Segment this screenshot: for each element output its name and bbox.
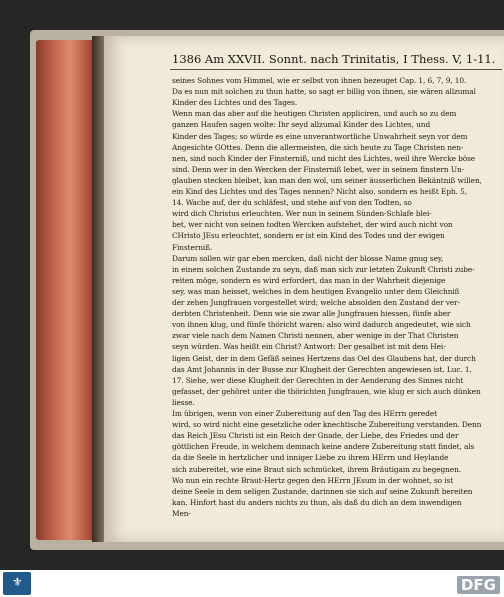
text-line: da die Seele in hertzlicher und inniger Liebe zu ihrem HErrn und Heylande <box>172 453 449 463</box>
text-line: Wo nun ein rechte Braut-Hertz gegen den HErrn JEsum in der wohnet, so ist <box>172 475 454 485</box>
text-line: das Amt Johannis in der Busse zur Klugheit der Gerechten angewiesen ist. Luc. 1, <box>172 364 472 374</box>
text-line: sey, was man heisset, welches in dem heutigen Evangelio unter dem Gleichniß <box>172 286 460 296</box>
text-line: sich zubereitet, wie eine Braut sich schmücket, ihrem Bräutigam zu begegnen. <box>172 464 461 474</box>
header-rule <box>170 69 502 70</box>
text-line: Kinder des Lichtes und des Tages. <box>172 98 298 108</box>
text-line: Darum sollen wir gar eben mercken, daß nicht der blosse Name gnug sey, <box>172 253 444 263</box>
page-header: 1386 Am XXVII. Sonnt. nach Trinitatis, I Thess. V, 1-11. <box>172 52 496 66</box>
text-line: von ihnen klug, und fünfe thöricht waren: also wird dadurch angedeutet, wie sich <box>172 320 471 330</box>
text-line: sind. Denn wer in den Wercken der Finsterniß lebet, wer in seinem finstern Un- <box>172 164 465 174</box>
text-line: Wenn man das aber auf die heutigen Christen appliciren, und auch so zu dem <box>172 109 457 119</box>
text-line: bet, wer nicht von seinen todten Wercken aufstehet, der wird auch nicht von <box>172 220 453 230</box>
text-line: liesse. <box>172 397 195 407</box>
text-line: Da es nun mit solchen zu thun hatte, so sagt er billig von ihnen, sie wären allzumal <box>172 87 476 97</box>
text-line: nen, sind noch Kinder der Finsterniß, und nicht des Lichtes, weil ihre Wercke böse <box>172 153 476 163</box>
text-line: ein Kind des Lichtes und des Tages nennen? Nicht also, sondern es heißt Eph. 5, <box>172 187 467 196</box>
text-line: wird dich Christus erleuchten. Wer nun in seinem Sünden-Schlafe blei- <box>172 209 432 219</box>
text-line: göttlichen Freude, in welchem demnach keine andere Zubereitung statt findet, als <box>172 442 475 452</box>
text-line: glauben stecken bleibet, kan man den wol, um seiner äusserlichen Bekäntniß willen, <box>172 175 482 185</box>
text-line: in einem solchen Zustande zu seyn, daß man sich zur letzten Zukunft Christi zube- <box>172 264 475 274</box>
text-line: das Reich JEsu Christi ist ein Reich der Gnade, der Liebe, des Friedes und der <box>172 431 459 441</box>
text-line: ligen Geist, der in dem Gefäß seines Hertzens das Oel des Glaubens hat, der durch <box>172 353 476 363</box>
text-line: seines Sohnes vom Himmel, wie er selbst von ihnen bezeuget Cap. 1, 6, 7, 9, 10. <box>172 76 467 85</box>
book-page-edges <box>36 40 98 540</box>
viewer-footer <box>0 570 504 597</box>
text-line: Kinder des Tages; so würde es eine unverantwortliche Unwahrheit seyn vor dem <box>172 131 468 141</box>
text-line: Finsterniß. <box>172 242 213 252</box>
text-line: Angesichte GOttes. Denn die allermeisten, die sich heute zu Tage Christen nen- <box>172 142 464 152</box>
text-line: seyn würden. Was heißt ein Christ? Antwort: Der gesalbet ist mit dem Hei- <box>172 342 446 352</box>
text-line: CHristo JEsu erleuchtet, sondern er ist ein Kind des Todes und der ewigen <box>172 231 445 241</box>
text-line: kan. Hinfort hast du anders nichts zu thun, als daß du dich an dem inwendigen <box>172 497 462 507</box>
text-line: 14. Wache auf, der du schläfest, und stehe auf von den Todten, so <box>172 198 412 208</box>
text-line: derbten Christenheit. Denn wie sie zwar alle Jungfrauen hiessen, fünfe aber <box>172 309 451 319</box>
dfg-logo[interactable]: DFG <box>457 576 500 594</box>
text-line: Im übrigen, wenn von einer Zubereitung auf den Tag des HErrn geredet <box>172 409 437 418</box>
text-line: Men- <box>172 508 191 518</box>
text-line: der zehen Jungfrauen vorgestellet wird; welche absolden den Zustand der ver- <box>172 298 460 307</box>
text-line: wird, so wird nicht eine gesetzliche oder knechtische Zubereitung verstanden. Denn <box>172 420 482 430</box>
text-line: zwar viele nach dem Namen Christi nennen, aber wenige in der That Christen <box>172 331 459 341</box>
text-line: reiten möge, sondern es wird erfordert, das man in der Wahrheit diejenige <box>172 275 446 285</box>
library-logo-icon[interactable]: ⚜ <box>3 572 31 595</box>
text-line: ganzen Haufen sagen wolte: Ihr seyd allzumal Kinder des Lichtes, und <box>172 120 431 130</box>
text-line: gefasset, der gehöret unter die thörichten Jungfrauen, wie klug er sich auch dünken <box>172 386 481 396</box>
text-line: 17. Siehe, wer diese Klugheit der Gerechten in der Aenderung des Sinnes nicht <box>172 375 464 385</box>
text-line: deine Seele in dem seligen Zustande, darinnen sie sich auf seine Zukunft bereiten <box>172 486 473 496</box>
